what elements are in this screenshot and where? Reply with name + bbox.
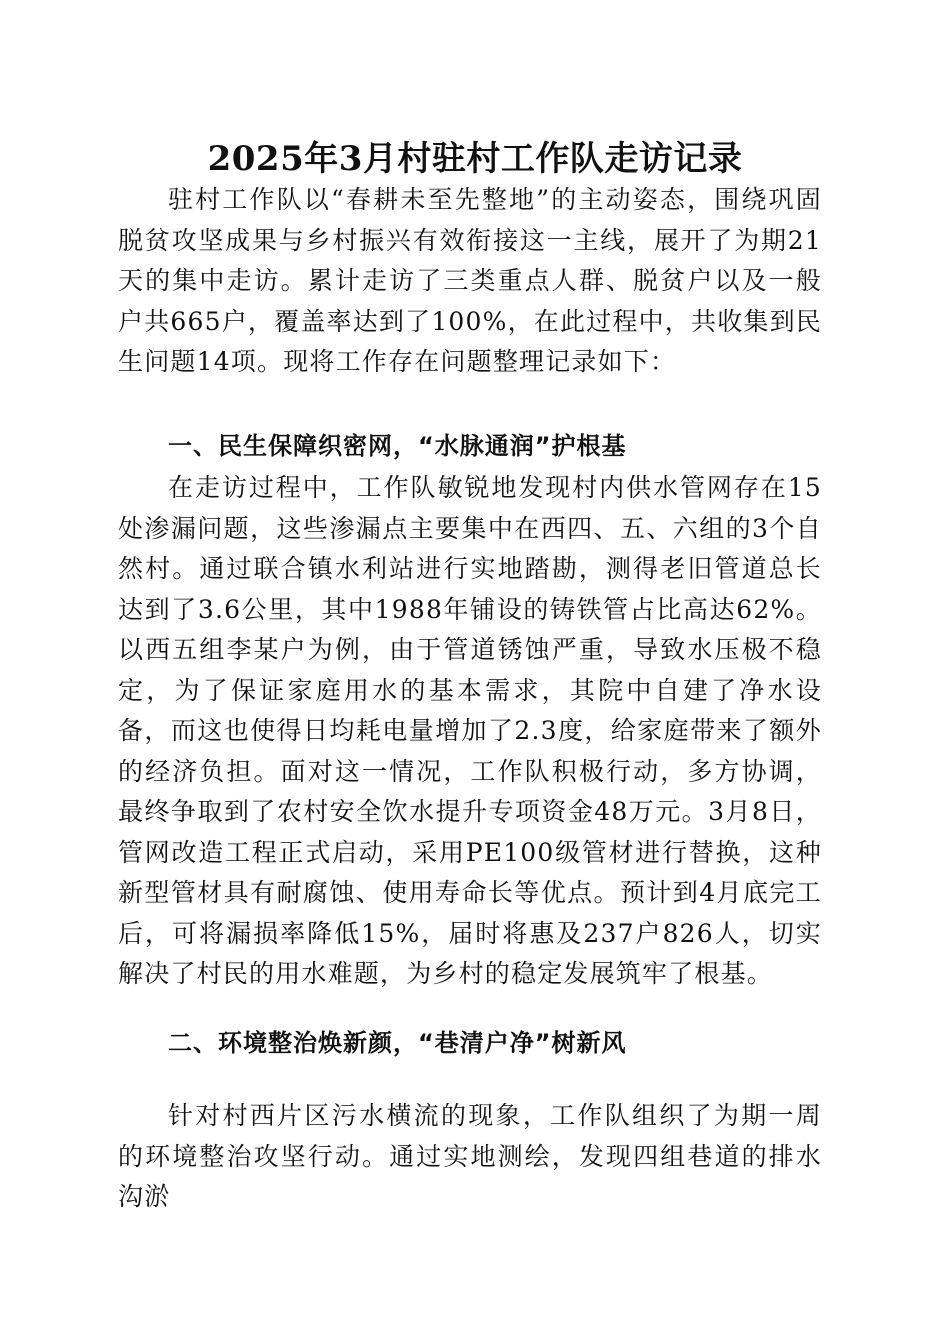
intro-paragraph: 驻村工作队以“春耕未至先整地”的主动姿态，围绕巩固脱贫攻坚成果与乡村振兴有效衔接这一主线，展开了为期21天的集中走访。累计走访了三类重点人群、脱贫户以及一般户共665户，覆盖率达到了100%，在此过程中，共收集到民生问题14项。现将工作存在问题整理记录如下： [118,185,822,376]
section-body-2: 针对村西片区污水横流的现象，工作队组织了为期一周的环境整治攻坚行动。通过实地测绘，发现四组巷道的排水沟淤 [118,1101,822,1211]
section-heading-2: 二、环境整治焕新颜，“巷清户净”树新风 [168,1029,627,1057]
section-body-1: 在走访过程中，工作队敏锐地发现村内供水管网存在15处渗漏问题，这些渗漏点主要集中在西四、五、六组的3个自然村。通过联合镇水利站进行实地踏勘，测得老旧管道总长达到了3.6公里，其中1988年铺设的铸铁管占比高达62%。以西五组李某户为例，由于管道锈蚀严重，导致水压极不稳定，为了保证家庭用水的基本需求，其院中自建了净水设备，而这也使得日均耗电量增加了2.3度，给家庭带来了额外的经济负担。面对这一情况，工作队积极行动，多方协调，最终争取到了农村安全饮水提升专项资金48万元。3月8日，管网改造工程正式启动，采用PE100级管材进行替换，这种新型管材具有耐腐蚀、使用寿命长等优点。预计到4月底完工后，可将漏损率降低15%，届时将惠及237户826人，切实解决了村民的用水难题，为乡村的稳定发展筑牢了根基。 [118,473,822,988]
section-heading-1: 一、民生保障织密网，“水脉通润”护根基 [168,432,627,460]
document-title: 2025年3月村驻村工作队走访记录 [207,139,743,179]
